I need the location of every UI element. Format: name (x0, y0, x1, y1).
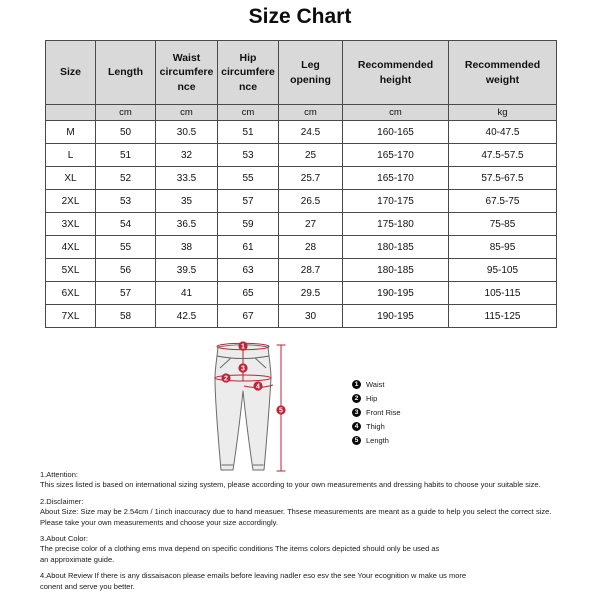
measurement-cell: 55 (96, 236, 156, 259)
unit-cell: cm (96, 105, 156, 121)
measurement-cell: 26.5 (279, 190, 343, 213)
size-label-cell: XL (46, 167, 96, 190)
col-header-hip: Hip circumference (218, 41, 279, 105)
measurement-cell: 28.7 (279, 259, 343, 282)
note-line: This sizes listed is based on international sizing system, please according to your own measurements and dressing habits to choose your suitable size. (40, 480, 541, 490)
col-header-waist: Waist circumference (156, 41, 218, 105)
unit-cell: kg (449, 105, 557, 121)
badge-number: 3 (241, 365, 245, 373)
legend-label: Waist (366, 379, 385, 389)
badge-number: 1 (241, 343, 245, 351)
legend (352, 377, 401, 447)
measurement-cell: 25.7 (279, 167, 343, 190)
measurement-cell: 39.5 (156, 259, 218, 282)
measurement-cell: 57 (218, 190, 279, 213)
measurement-cell: 28 (279, 236, 343, 259)
table-row (46, 282, 557, 305)
note-heading: 2.Disclaimer: (40, 496, 84, 506)
table-row (46, 213, 557, 236)
size-label-cell: 2XL (46, 190, 96, 213)
unit-cell: cm (343, 105, 449, 121)
size-table-body (46, 121, 557, 328)
size-label-cell: 5XL (46, 259, 96, 282)
number-badge: 4 (352, 422, 361, 431)
measurement-cell: 47.5-57.5 (449, 144, 557, 167)
measurement-cell: 24.5 (279, 121, 343, 144)
header-row (46, 41, 557, 105)
measurement-cell: 190-195 (343, 305, 449, 328)
units-row (46, 105, 557, 121)
number-badge: 2 (352, 394, 361, 403)
table-row (46, 190, 557, 213)
measurement-cell: 30 (279, 305, 343, 328)
measurement-cell: 25 (279, 144, 343, 167)
measurement-cell: 63 (218, 259, 279, 282)
note-section (40, 571, 592, 592)
measurement-cell: 95-105 (449, 259, 557, 282)
col-header-leg-opening: Leg opening (279, 41, 343, 105)
size-label-cell: M (46, 121, 96, 144)
measurement-cell: 58 (96, 305, 156, 328)
measurement-cell: 32 (156, 144, 218, 167)
measurement-cell: 160-165 (343, 121, 449, 144)
measurement-cell: 41 (156, 282, 218, 305)
legend-label: Front Rise (366, 407, 401, 417)
legend-item (352, 419, 401, 433)
measurement-cell: 165-170 (343, 144, 449, 167)
measurement-cell: 57.5-67.5 (449, 167, 557, 190)
measurement-cell: 67.5-75 (449, 190, 557, 213)
measurement-cell: 105-115 (449, 282, 557, 305)
note-line: The precise color of a clothing ems mva depend on specific conditions The items colors depicted should only be used as (40, 544, 440, 554)
table-row (46, 144, 557, 167)
table-row (46, 236, 557, 259)
number-badge: 3 (352, 408, 361, 417)
measurement-cell: 54 (96, 213, 156, 236)
measurement-cell: 35 (156, 190, 218, 213)
measurement-cell: 42.5 (156, 305, 218, 328)
legend-label: Thigh (366, 421, 385, 431)
measurement-cell: 36.5 (156, 213, 218, 236)
note-line: 4.About Review If there is any dissaisacon please emails before leaving nadler eso esv the see Your ecognition w make us more (40, 571, 467, 581)
legend-item (352, 391, 401, 405)
measurement-cell: 55 (218, 167, 279, 190)
measurement-cell: 33.5 (156, 167, 218, 190)
measurement-cell: 175-180 (343, 213, 449, 236)
note-line: About Size: Size may be 2.54cm / 1inch inaccuracy due to hand measuer. Thsese measurements are meant as a guide to help you select the correct size. (40, 507, 552, 517)
measurement-cell: 75-85 (449, 213, 557, 236)
measurement-cell: 51 (96, 144, 156, 167)
note-line: conent and serve you better. (40, 581, 135, 591)
measurement-cell: 85-95 (449, 236, 557, 259)
measurement-cell: 190-195 (343, 282, 449, 305)
measurement-cell: 65 (218, 282, 279, 305)
col-header-length: Length (96, 41, 156, 105)
page-title: Size Chart (248, 5, 352, 28)
measurement-cell: 57 (96, 282, 156, 305)
size-label-cell: 6XL (46, 282, 96, 305)
measurement-cell: 165-170 (343, 167, 449, 190)
note-section (40, 497, 592, 528)
col-header-size: Size (46, 41, 96, 105)
note-section (40, 470, 592, 491)
size-label-cell: 7XL (46, 305, 96, 328)
unit-cell (46, 105, 96, 121)
measurement-cell: 180-185 (343, 236, 449, 259)
unit-cell: cm (156, 105, 218, 121)
badge-number: 2 (224, 375, 228, 383)
legend-item (352, 433, 401, 447)
measurement-cell: 38 (156, 236, 218, 259)
badge-number: 4 (256, 383, 260, 391)
table-row (46, 121, 557, 144)
table-row (46, 259, 557, 282)
table-row (46, 167, 557, 190)
measurement-cell: 53 (218, 144, 279, 167)
legend-label: Hip (366, 393, 378, 403)
pants-diagram (185, 334, 317, 476)
measurement-cell: 52 (96, 167, 156, 190)
measurement-cell: 59 (218, 213, 279, 236)
note-line: Please take your own measurements and choose your size accordingly. (40, 517, 278, 527)
size-label-cell: 3XL (46, 213, 96, 236)
note-line: an approximate guide. (40, 554, 115, 564)
measurement-cell: 170-175 (343, 190, 449, 213)
size-label-cell: L (46, 144, 96, 167)
note-section (40, 534, 592, 565)
measurement-cell: 27 (279, 213, 343, 236)
measurement-cell: 53 (96, 190, 156, 213)
number-badge: 5 (352, 436, 361, 445)
measurement-cell: 29.5 (279, 282, 343, 305)
measurement-cell: 40-47.5 (449, 121, 557, 144)
legend-item (352, 405, 401, 419)
measurement-cell: 50 (96, 121, 156, 144)
col-header-height: Recommended height (343, 41, 449, 105)
col-header-weight: Recommended weight (449, 41, 557, 105)
note-heading: 1.Attention: (40, 470, 78, 479)
number-badge: 1 (352, 380, 361, 389)
measurement-cell: 30.5 (156, 121, 218, 144)
measurement-cell: 67 (218, 305, 279, 328)
measurement-cell: 56 (96, 259, 156, 282)
legend-item (352, 377, 401, 391)
measurement-cell: 61 (218, 236, 279, 259)
table-row (46, 305, 557, 328)
size-label-cell: 4XL (46, 236, 96, 259)
legend-label: Length (366, 435, 389, 445)
notes (40, 470, 592, 598)
measurement-cell: 115-125 (449, 305, 557, 328)
note-heading: 3.About Color: (40, 534, 88, 544)
size-table (45, 40, 557, 328)
measurement-cell: 180-185 (343, 259, 449, 282)
unit-cell: cm (279, 105, 343, 121)
badge-number: 5 (279, 407, 283, 415)
measurement-cell: 51 (218, 121, 279, 144)
unit-cell: cm (218, 105, 279, 121)
